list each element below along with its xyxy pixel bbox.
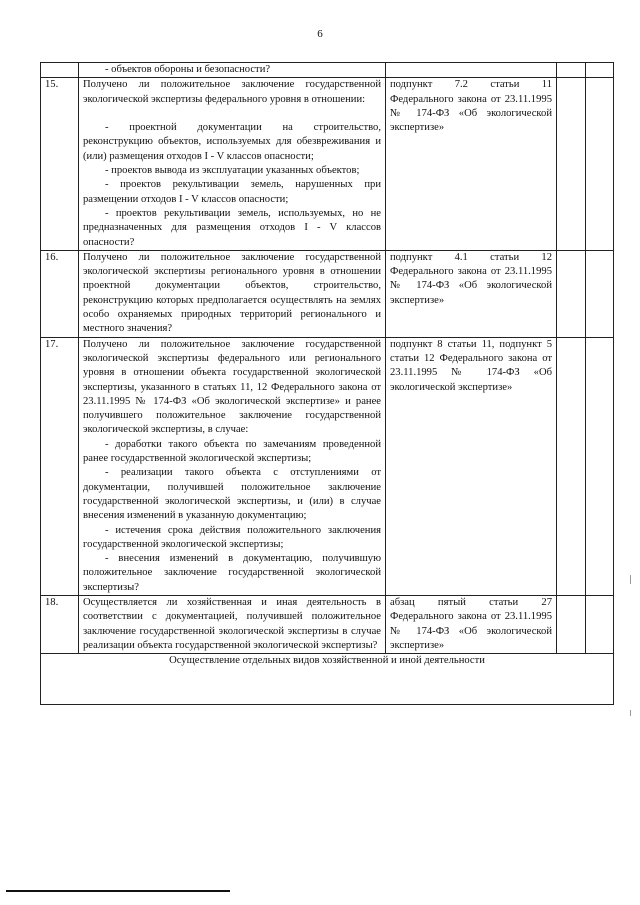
answer-yes-cell	[557, 595, 586, 653]
section-heading: Осуществление отдельных видов хозяйственной и иной деятельности	[41, 654, 614, 705]
scan-mark	[630, 575, 631, 584]
table-row	[41, 78, 614, 251]
row-reference	[386, 595, 557, 653]
page-number: 6	[317, 28, 323, 40]
answer-no-cell	[586, 337, 614, 595]
checklist-table	[40, 62, 614, 705]
question-item: - доработки такого объекта по замечаниям проведенной ранее государственной экологической экспертизы;	[83, 438, 381, 465]
question-item: - проектов вывода из эксплуатации указанных объектов;	[105, 165, 360, 177]
footer-rule	[6, 890, 230, 892]
table-row	[41, 250, 614, 337]
question-item: - реализации такого объекта с отступлениями от документации, получившей положительное заключение государственной экологической экспертизы, и (или) в случае внесения изменений в указанную документацию;	[83, 467, 381, 522]
scan-mark	[630, 710, 631, 716]
row-question	[79, 595, 386, 653]
question-lead: Получено ли положительное заключение государственной экологической экспертизы регионального уровня в отношении проектной документации объектов, строительство, реконструкцию которых предполагается осуществлять на землях особо охраняемых природных территорий регионального и местного значения?	[83, 251, 381, 335]
answer-no-cell	[586, 595, 614, 653]
row-number: 16.	[41, 250, 79, 337]
answer-yes-cell	[557, 78, 586, 251]
cell-reference	[386, 63, 557, 78]
reference-text: подпункт 8 статьи 11, подпункт 5 статьи 12 Федерального закона от 23.11.1995 № 174-ФЗ «Об экологической экспертизе»	[390, 338, 552, 393]
question-item: - истечения срока действия положительного заключения государственной экологической экспертизы;	[83, 524, 381, 550]
row-reference	[386, 78, 557, 251]
reference-text: абзац пятый статьи 27 Федерального закона от 23.11.1995 № 174-ФЗ «Об экологической экспертизе»	[390, 596, 552, 651]
question-item: - проектов рекультивации земель, нарушенных при размещении отходов I - V классов опасности;	[83, 179, 381, 205]
row-question	[79, 337, 386, 595]
section-row	[41, 654, 614, 705]
row-number: 17.	[41, 337, 79, 595]
answer-no-cell	[586, 250, 614, 337]
answer-yes-cell	[557, 250, 586, 337]
question-item: - внесения изменений в документацию, получившую положительное заключение государственной экологической экспертизы?	[83, 553, 381, 593]
row-number: 15.	[41, 78, 79, 251]
reference-text: подпункт 4.1 статьи 12 Федерального закона от 23.11.1995 № 174-ФЗ «Об экологической экспертизе»	[390, 251, 552, 306]
cell-answer-no	[586, 63, 614, 78]
row-reference	[386, 337, 557, 595]
table-row	[41, 595, 614, 653]
row-number: 18.	[41, 595, 79, 653]
checklist-table-body	[41, 63, 614, 654]
row-question	[79, 78, 386, 251]
question-item: - проектной документации на строительство, реконструкцию объектов, используемых для обезвреживания и (или) размещения отходов I - V классов опасности;	[83, 122, 381, 162]
question-lead: Осуществляется ли хозяйственная и иная деятельность в соответствии с документацией, получившей положительное заключение государственной экологической экспертизы в случае реализации объекта государственной экологической экспертизы?	[83, 596, 381, 651]
question-spacer	[83, 107, 381, 121]
cell-number	[41, 63, 79, 78]
continuation-row	[41, 63, 614, 78]
table-row	[41, 337, 614, 595]
continuation-text: - объектов обороны и безопасности?	[105, 64, 271, 75]
answer-yes-cell	[557, 337, 586, 595]
reference-text: подпункт 7.2 статьи 11 Федерального закона от 23.11.1995 № 174-ФЗ «Об экологической экспертизе»	[390, 79, 552, 134]
row-question	[79, 250, 386, 337]
answer-no-cell	[586, 78, 614, 251]
cell-answer-yes	[557, 63, 586, 78]
question-lead: Получено ли положительное заключение государственной экологической экспертизы федерального или регионального уровня в отношении объекта государственной экологической экспертизы, указанного в статьях 11, 12 Федерального закона от 23.11.1995 № 174-ФЗ «Об экологической экспертизе» и ранее получившего положительное заключение государственной экологической экспертизы, в случае:	[83, 338, 381, 436]
cell-question	[79, 63, 386, 78]
question-lead: Получено ли положительное заключение государственной экологической экспертизы федерального уровня в отношении:	[83, 79, 381, 105]
row-reference	[386, 250, 557, 337]
question-item: - проектов рекультивации земель, используемых, но не предназначенных для размещения отходов I - V классов опасности?	[83, 207, 381, 248]
